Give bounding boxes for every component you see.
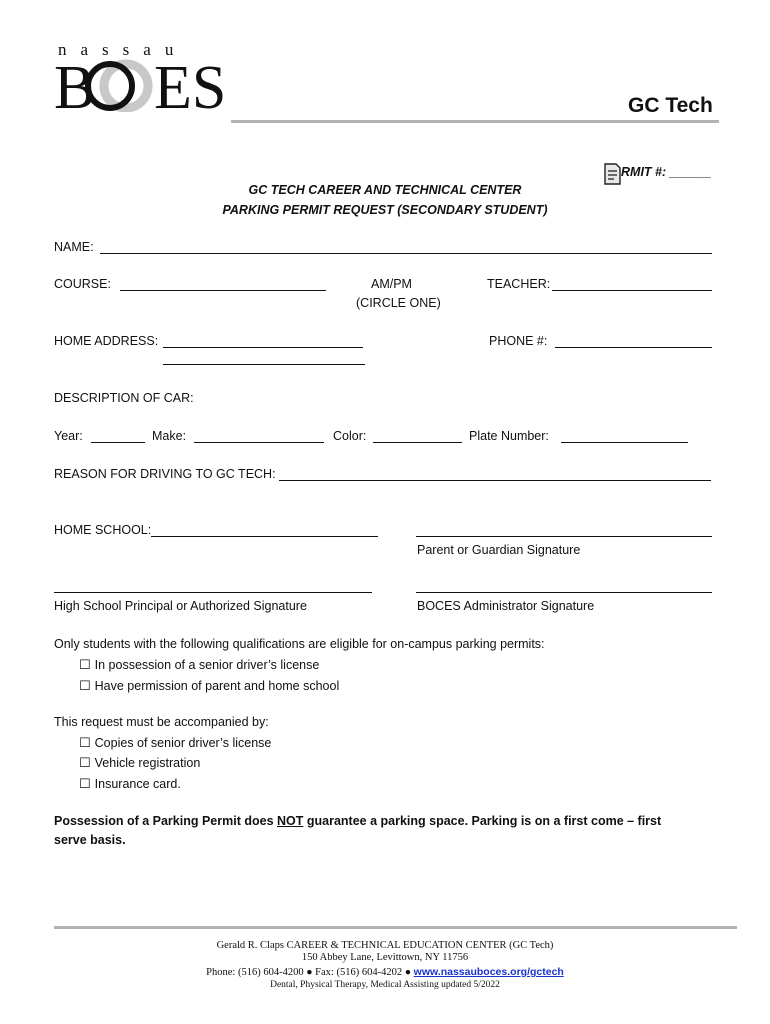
- svg-text:ES: ES: [154, 56, 227, 112]
- reason-label: REASON FOR DRIVING TO GC TECH:: [54, 467, 276, 481]
- color-label: Color:: [333, 429, 367, 443]
- footer-programs: Dental, Physical Therapy, Medical Assisting updated 5/2022: [270, 980, 500, 990]
- parking-notice-line2: serve basis.: [54, 833, 126, 847]
- svg-text:B: B: [54, 56, 96, 112]
- checkbox-icon[interactable]: ☐: [79, 657, 91, 672]
- requirement-item[interactable]: [79, 755, 200, 771]
- ampm-option[interactable]: AM/PM: [371, 277, 412, 291]
- description-of-car-label: DESCRIPTION OF CAR:: [54, 391, 194, 405]
- parent-signature-label: Parent or Guardian Signature: [417, 543, 581, 557]
- logo-nassau-text: nassau: [58, 40, 188, 59]
- teacher-field[interactable]: [552, 290, 712, 291]
- plate-number-label: Plate Number:: [469, 429, 549, 443]
- home-address-field-line1[interactable]: [163, 347, 363, 348]
- notice-part1: Possession of a Parking Permit does: [54, 814, 277, 828]
- form-title-line1: GC TECH CAREER AND TECHNICAL CENTER: [248, 183, 522, 197]
- footer-contact: [0, 966, 770, 978]
- footer-center-name: Gerald R. Claps CAREER & TECHNICAL EDUCATION CENTER (GC Tech): [216, 940, 554, 951]
- brand-gc-tech: GC Tech: [628, 94, 713, 117]
- footer-address: 150 Abbey Lane, Levittown, NY 11756: [301, 952, 469, 963]
- phone-field[interactable]: [555, 347, 712, 348]
- boces-logo: [54, 56, 234, 112]
- reason-field[interactable]: [279, 480, 711, 481]
- checkbox-icon[interactable]: ☐: [79, 776, 91, 791]
- course-label: COURSE:: [54, 277, 111, 291]
- requirement-text: Insurance card.: [94, 777, 181, 791]
- home-school-field[interactable]: [151, 536, 378, 537]
- principal-signature-field[interactable]: [54, 592, 372, 593]
- qualification-item[interactable]: [79, 678, 339, 694]
- checkbox-icon[interactable]: ☐: [79, 678, 91, 693]
- home-school-label: HOME SCHOOL:: [54, 523, 152, 537]
- qualification-text: In possession of a senior driver’s license: [94, 658, 320, 672]
- requirement-item[interactable]: [79, 735, 271, 751]
- checkbox-icon[interactable]: ☐: [79, 755, 91, 770]
- footer-phone-fax: Phone: (516) 604-4200 ● Fax: (516) 604-4202 ●: [206, 967, 414, 978]
- course-field[interactable]: [120, 290, 326, 291]
- qualifications-intro: Only students with the following qualifications are eligible for on-campus parking permits:: [54, 637, 545, 651]
- plate-number-field[interactable]: [561, 442, 688, 443]
- notice-not: NOT: [277, 814, 304, 828]
- make-field[interactable]: [194, 442, 324, 443]
- phone-label: PHONE #:: [489, 334, 548, 348]
- color-field[interactable]: [373, 442, 462, 443]
- requirement-text: Copies of senior driver’s license: [94, 736, 272, 750]
- home-address-label: HOME ADDRESS:: [54, 334, 159, 348]
- year-field[interactable]: [91, 442, 145, 443]
- checkbox-icon[interactable]: ☐: [79, 735, 91, 750]
- parent-signature-field[interactable]: [416, 536, 712, 537]
- principal-signature-label: High School Principal or Authorized Signature: [54, 599, 307, 613]
- boces-logo-mark: [54, 56, 234, 112]
- requirements-intro: This request must be accompanied by:: [54, 715, 269, 729]
- footer-website-link[interactable]: www.nassauboces.org/gctech: [413, 966, 564, 978]
- qualification-text: Have permission of parent and home school: [94, 679, 340, 693]
- teacher-label: TEACHER:: [487, 277, 551, 291]
- admin-signature-field[interactable]: [416, 592, 712, 593]
- circle-one-hint: (CIRCLE ONE): [356, 296, 441, 310]
- requirement-item[interactable]: [79, 776, 181, 792]
- parking-notice: [54, 814, 661, 828]
- admin-signature-label: BOCES Administrator Signature: [417, 599, 595, 613]
- notice-part2: guarantee a parking space. Parking is on a first come – first: [303, 814, 662, 828]
- name-field[interactable]: [100, 253, 712, 254]
- footer-rule: [54, 926, 737, 929]
- home-address-field-line2[interactable]: [163, 364, 365, 365]
- requirement-text: Vehicle registration: [94, 756, 201, 770]
- header-rule: [231, 120, 719, 123]
- make-label: Make:: [152, 429, 187, 443]
- year-label: Year:: [54, 429, 83, 443]
- name-label: NAME:: [54, 240, 94, 254]
- form-title-line2: PARKING PERMIT REQUEST (SECONDARY STUDENT): [222, 203, 548, 217]
- qualification-item[interactable]: [79, 657, 319, 673]
- permit-number-label: RMIT #: ______: [621, 165, 712, 179]
